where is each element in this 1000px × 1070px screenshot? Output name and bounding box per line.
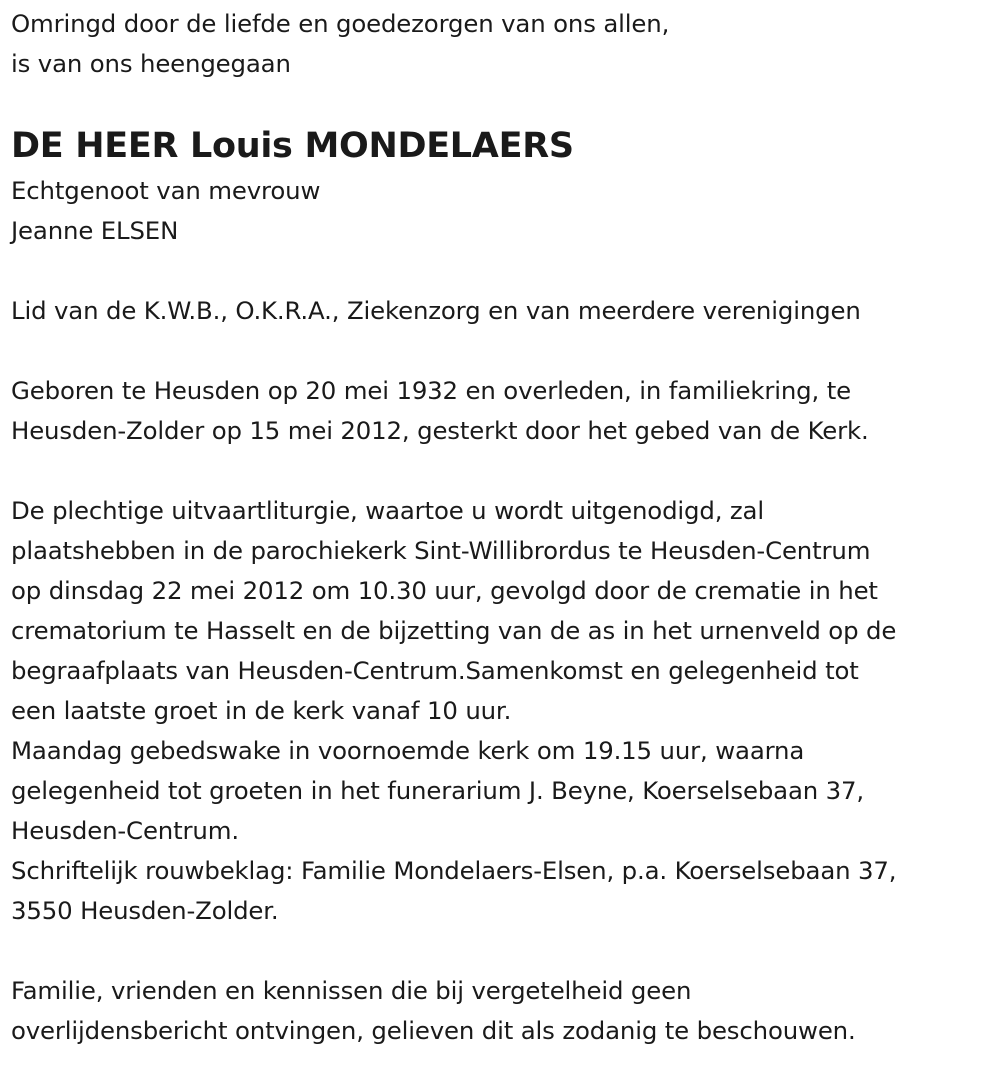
deceased-name: DE HEER Louis MONDELAERS <box>11 126 574 166</box>
funeral-line: op dinsdag 22 mei 2012 om 10.30 uur, gevolgd door de crematie in het <box>11 576 878 605</box>
spacer <box>11 931 996 971</box>
spacer <box>11 331 996 371</box>
spouse-paragraph <box>11 171 996 251</box>
funeral-line: Heusden-Centrum. <box>11 816 239 845</box>
funeral-line: begraafplaats van Heusden-Centrum.Samenkomst en gelegenheid tot <box>11 656 859 685</box>
funeral-line: 3550 Heusden-Zolder. <box>11 896 279 925</box>
funeral-line: Maandag gebedswake in voornoemde kerk om 19.15 uur, waarna <box>11 736 805 765</box>
funeral-line: een laatste groet in de kerk vanaf 10 uur. <box>11 696 512 725</box>
closing-paragraph <box>11 971 996 1051</box>
funeral-line: Schriftelijk rouwbeklag: Familie Mondelaers-Elsen, p.a. Koerselsebaan 37, <box>11 856 897 885</box>
funeral-line: De plechtige uitvaartliturgie, waartoe u wordt uitgenodigd, zal <box>11 496 764 525</box>
birth-death-line: Heusden-Zolder op 15 mei 2012, gesterkt door het gebed van de Kerk. <box>11 416 869 445</box>
intro-paragraph <box>11 4 996 84</box>
birth-death-paragraph <box>11 371 996 451</box>
funeral-line: gelegenheid tot groeten in het funerarium J. Beyne, Koerselsebaan 37, <box>11 776 865 805</box>
closing-line: Familie, vrienden en kennissen die bij vergetelheid geen <box>11 976 692 1005</box>
intro-line: is van ons heengegaan <box>11 49 291 78</box>
spacer <box>11 251 996 291</box>
funeral-line: crematorium te Hasselt en de bijzetting van de as in het urnenveld op de <box>11 616 897 645</box>
funeral-paragraph <box>11 491 996 931</box>
intro-line: Omringd door de liefde en goedezorgen van ons allen, <box>11 9 670 38</box>
spouse-line: Echtgenoot van mevrouw <box>11 176 321 205</box>
spouse-line: Jeanne ELSEN <box>11 216 179 245</box>
membership-line: Lid van de K.W.B., O.K.R.A., Ziekenzorg en van meerdere verenigingen <box>11 296 861 325</box>
funeral-line: plaatshebben in de parochiekerk Sint-Willibrordus te Heusden-Centrum <box>11 536 871 565</box>
spacer <box>11 451 996 491</box>
closing-line: overlijdensbericht ontvingen, gelieven dit als zodanig te beschouwen. <box>11 1016 856 1045</box>
birth-death-line: Geboren te Heusden op 20 mei 1932 en overleden, in familiekring, te <box>11 376 851 405</box>
